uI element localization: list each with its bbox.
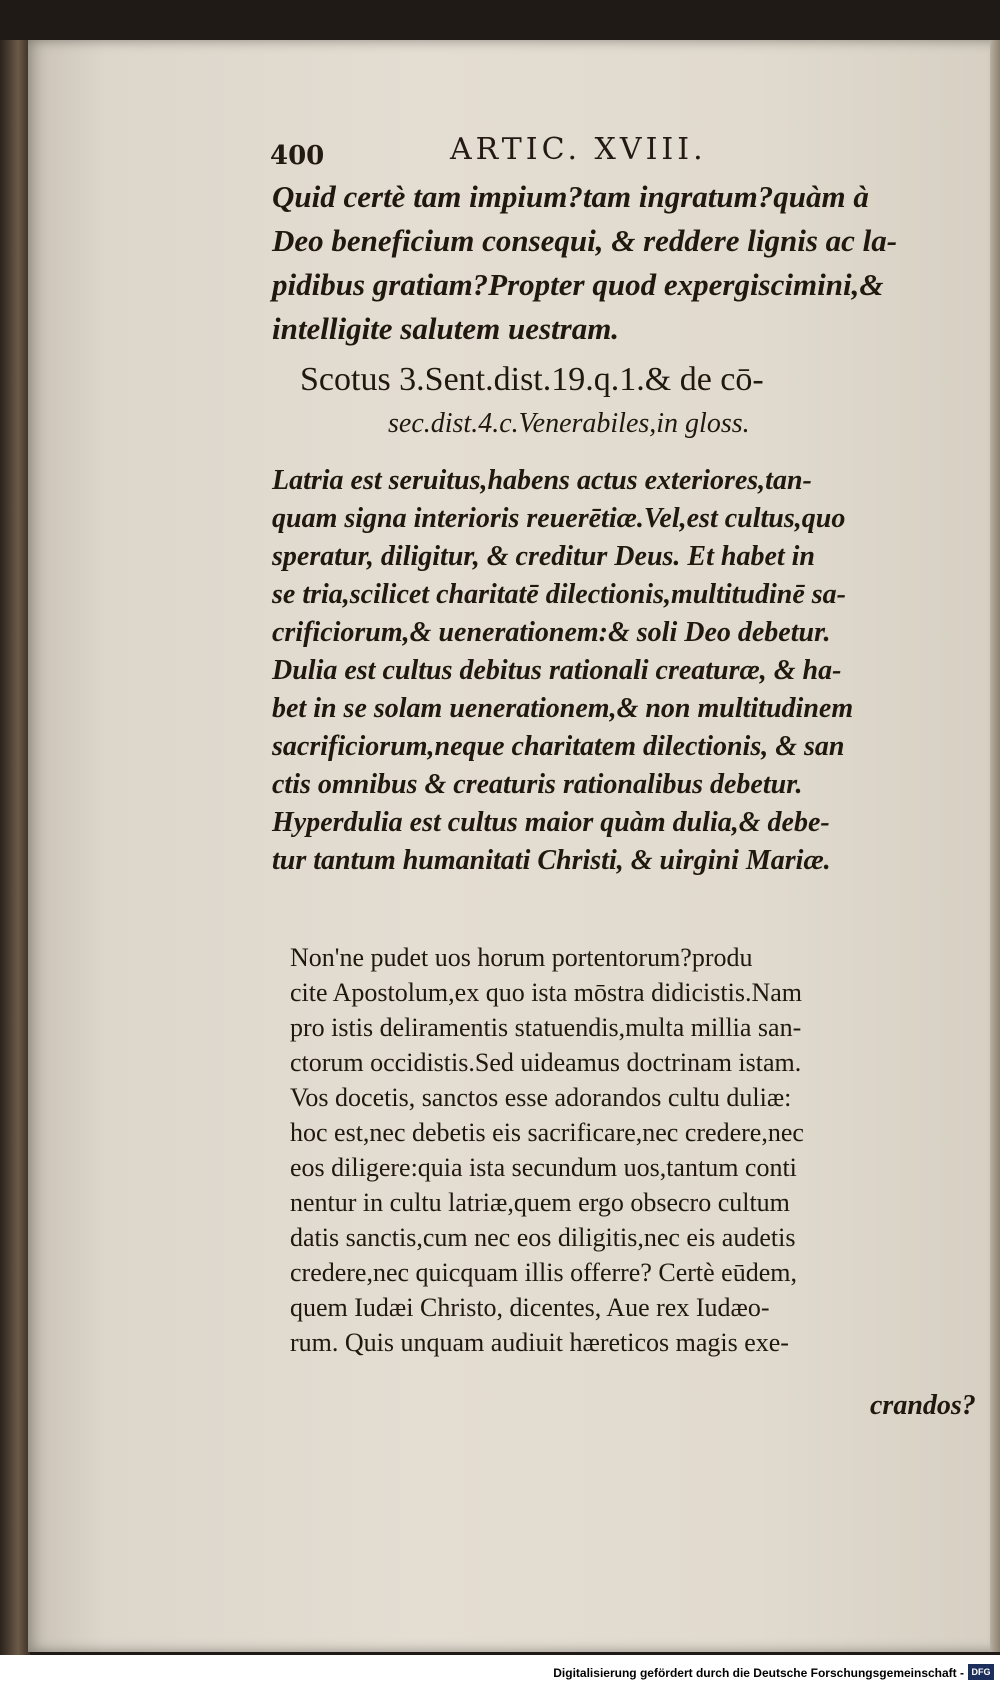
text-line: Deo beneficium consequi, & reddere lignis ac la- xyxy=(272,223,898,258)
catchword: crandos? xyxy=(870,1390,976,1421)
running-head xyxy=(240,106,960,171)
text-line: Vos docetis, sanctos esse adorandos cultu duliæ: xyxy=(290,1083,792,1112)
text-line: Quid certè tam impium?tam ingratum?quàm à xyxy=(272,179,869,214)
book-cover-edge xyxy=(0,40,30,1655)
text-line: intelligite salutem uestram. xyxy=(272,311,620,346)
text-line: nentur in cultu latriæ,quem ergo obsecro cultum xyxy=(290,1188,790,1217)
footer-bar xyxy=(0,1657,1000,1690)
text-line: crificiorum,& uenerationem:& soli Deo debetur. xyxy=(272,617,831,648)
text-line: quem Iudæi Christo, dicentes, Aue rex Iudæo- xyxy=(290,1293,770,1322)
text-line: sacrificiorum,neque charitatem dilectionis, & san xyxy=(272,731,845,762)
definition-paragraph xyxy=(272,462,853,880)
text-line: pidibus gratiam?Propter quod expergiscimini,& xyxy=(272,267,884,302)
text-line: hoc est,nec debetis eis sacrificare,nec credere,nec xyxy=(290,1118,804,1147)
heading-line: Scotus 3.Sent.dist.19.q.1.& de cō- xyxy=(300,361,764,398)
page-edge xyxy=(990,40,1000,1652)
heading-line: sec.dist.4.c.Venerabiles,in gloss. xyxy=(388,408,750,439)
text-line: rum. Quis unquam audiuit hæreticos magis exe- xyxy=(290,1328,789,1357)
page-number: 400 xyxy=(270,141,325,171)
funding-credit: Digitalisierung gefördert durch die Deutsche Forschungsgemeinschaft - xyxy=(553,1666,964,1680)
text-line: Latria est seruitus,habens actus exteriores,tan- xyxy=(272,465,812,496)
text-line: Hyperdulia est cultus maior quàm dulia,& debe- xyxy=(272,807,830,838)
text-line: speratur, diligitur, & creditur Deus. Et habet in xyxy=(272,541,816,572)
text-line: pro istis deliramentis statuendis,multa millia san- xyxy=(290,1013,802,1042)
text-line: credere,nec quicquam illis offerre? Certè eūdem, xyxy=(290,1258,797,1287)
text-line: tur tantum humanitati Christi, & uirgini Mariæ. xyxy=(272,845,831,876)
text-line: Non'ne pudet uos horum portentorum?produ xyxy=(290,943,753,972)
text-line: ctorum occidistis.Sed uideamus doctrinam istam. xyxy=(290,1048,802,1077)
rebuke-paragraph xyxy=(290,940,804,1360)
text-line: se tria,scilicet charitatē dilectionis,multitudinē sa- xyxy=(272,579,846,610)
text-line: eos diligere:quia ista secundum uos,tantum conti xyxy=(290,1153,797,1182)
text-line: datis sanctis,cum nec eos diligitis,nec eis audetis xyxy=(290,1223,796,1252)
text-line: quam signa interioris reuerētiæ.Vel,est cultus,quo xyxy=(272,503,846,534)
text-line: ctis omnibus & creaturis rationalibus debetur. xyxy=(272,769,803,800)
quote-paragraph xyxy=(272,175,897,351)
article-title: ARTIC. XVIII. xyxy=(450,132,707,167)
text-line: cite Apostolum,ex quo ista mōstra didicistis.Nam xyxy=(290,978,803,1007)
text-line: bet in se solam uenerationem,& non multitudinem xyxy=(272,693,854,724)
text-line: Dulia est cultus debitus rationali creaturæ, & ha- xyxy=(272,655,842,686)
dfg-logo: DFG xyxy=(968,1664,994,1680)
source-heading xyxy=(300,358,764,446)
